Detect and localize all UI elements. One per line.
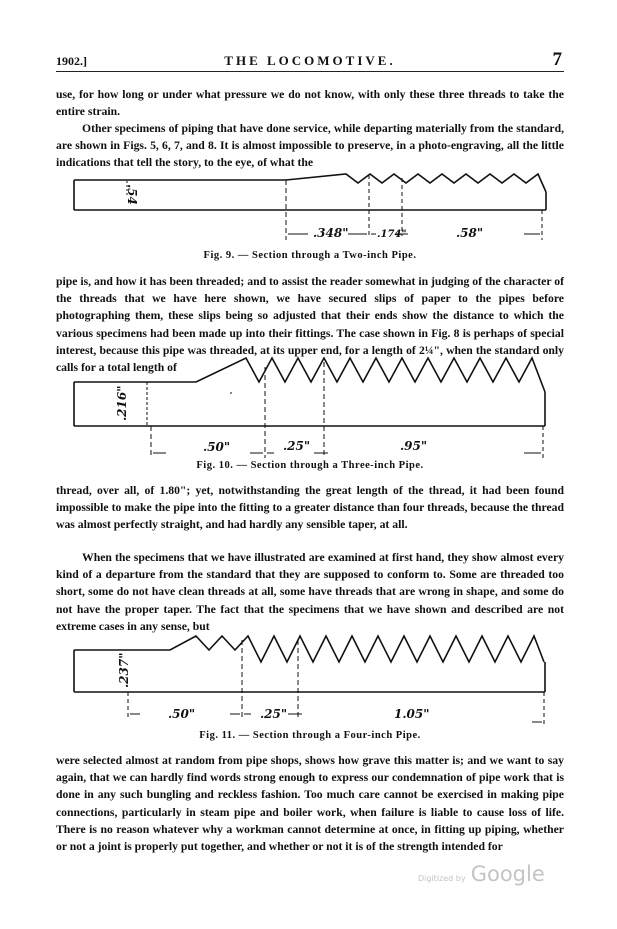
paragraph-3: pipe is, and how it has been threaded; and to assist the reader somewhat in judging of the character of the threads that we have here shown, we have secured slips of paper to the pipes before photographing them, these slips being so adjusted that their ends show the distance to which the various specimens had been made up into their fittings. The case shown in Fig. 8 is perhaps of special interest, because this pipe was threaded, at its upper end, for a length of 2¼", when the standard only calls for a total length of [56, 275, 564, 375]
paragraph-4: thread, over all, of 1.80"; yet, notwithstanding the great length of the thread, it had been found impossible to make the pipe into the fitting to a greater distance than four threads, because the thread was almost perfectly straight, and had hardly any sensible taper, at all. [56, 484, 564, 532]
watermark-small: Digitized by [418, 874, 466, 883]
watermark-google: Google [470, 862, 545, 886]
figure-10-drawing [56, 352, 564, 460]
figure-10 [56, 352, 564, 460]
figure-9-caption: Fig. 9. — Section through a Two-inch Pipe. [203, 250, 417, 261]
figure-10-caption: Fig. 10. — Section through a Three-inch Pipe. [196, 460, 424, 471]
figure-9-dim-2: .174" [377, 229, 407, 240]
figure-11-depth-label: .237" [117, 652, 131, 688]
figure-11-dim-3: 1.05" [394, 707, 430, 721]
figure-11-caption: Fig. 11. — Section through a Four-inch Pipe. [199, 730, 421, 741]
paragraph-1: use, for how long or under what pressure we do not know, with only these three threads to take the entire strain. [56, 88, 564, 119]
figure-10-depth-label: .216" [115, 385, 129, 421]
figure-10-dim-2: .25" [283, 439, 311, 453]
figure-10-dim-1: .50" [203, 440, 231, 454]
figure-11-dim-1: .50" [168, 707, 196, 721]
header-year: 1902.] [56, 54, 87, 68]
figure-9-dim-1: .348" [313, 226, 349, 240]
paragraph-6: were selected almost at random from pipe shops, shows how grave this matter is; and we want to say again, that we can hardly find words strong enough to express our condemnation of pipe work that is done in any such bungling and reckless fashion. Too much care cannot be exercised in making pipe connections, particularly in steam pipe and boiler work, when failure is liable to cause loss of life. There is no reason whatever why a workman cannot determine at once, in fitting up piping, whether or not a joint is properly put together, and whether or not it is of the strength intended for [56, 754, 564, 854]
digitized-watermark [418, 862, 545, 886]
figure-11-drawing [56, 630, 564, 728]
figure-9-drawing [56, 170, 564, 246]
page-number: 7 [552, 49, 562, 70]
paragraph-5: When the specimens that we have illustrated are examined at first hand, they show almost every kind of a departure from the standard that they are supposed to conform to. Some are threaded too short, some do not have clean threads at all, some have threads that are wrong in shape, and some do not have the proper taper. The fact that the specimens that we have shown and described are not extreme cases in any sense, but [56, 551, 564, 633]
figure-9-depth-label: .54 [125, 184, 139, 205]
figure-11 [56, 630, 564, 728]
running-header [56, 51, 564, 72]
paragraph-2: Other specimens of piping that have done service, while departing materially from the standard, are shown in Figs. 5, 6, 7, and 8. It is almost impossible to preserve, in a photo-engraving, all the little indications that tell the story, to the eye, of what the [56, 122, 564, 170]
figure-9-dim-3: .58" [456, 226, 484, 240]
header-title: THE LOCOMOTIVE. [224, 53, 396, 68]
figure-11-dim-2: .25" [260, 707, 288, 721]
figure-9 [56, 170, 564, 246]
figure-10-dim-3: .95" [400, 439, 428, 453]
